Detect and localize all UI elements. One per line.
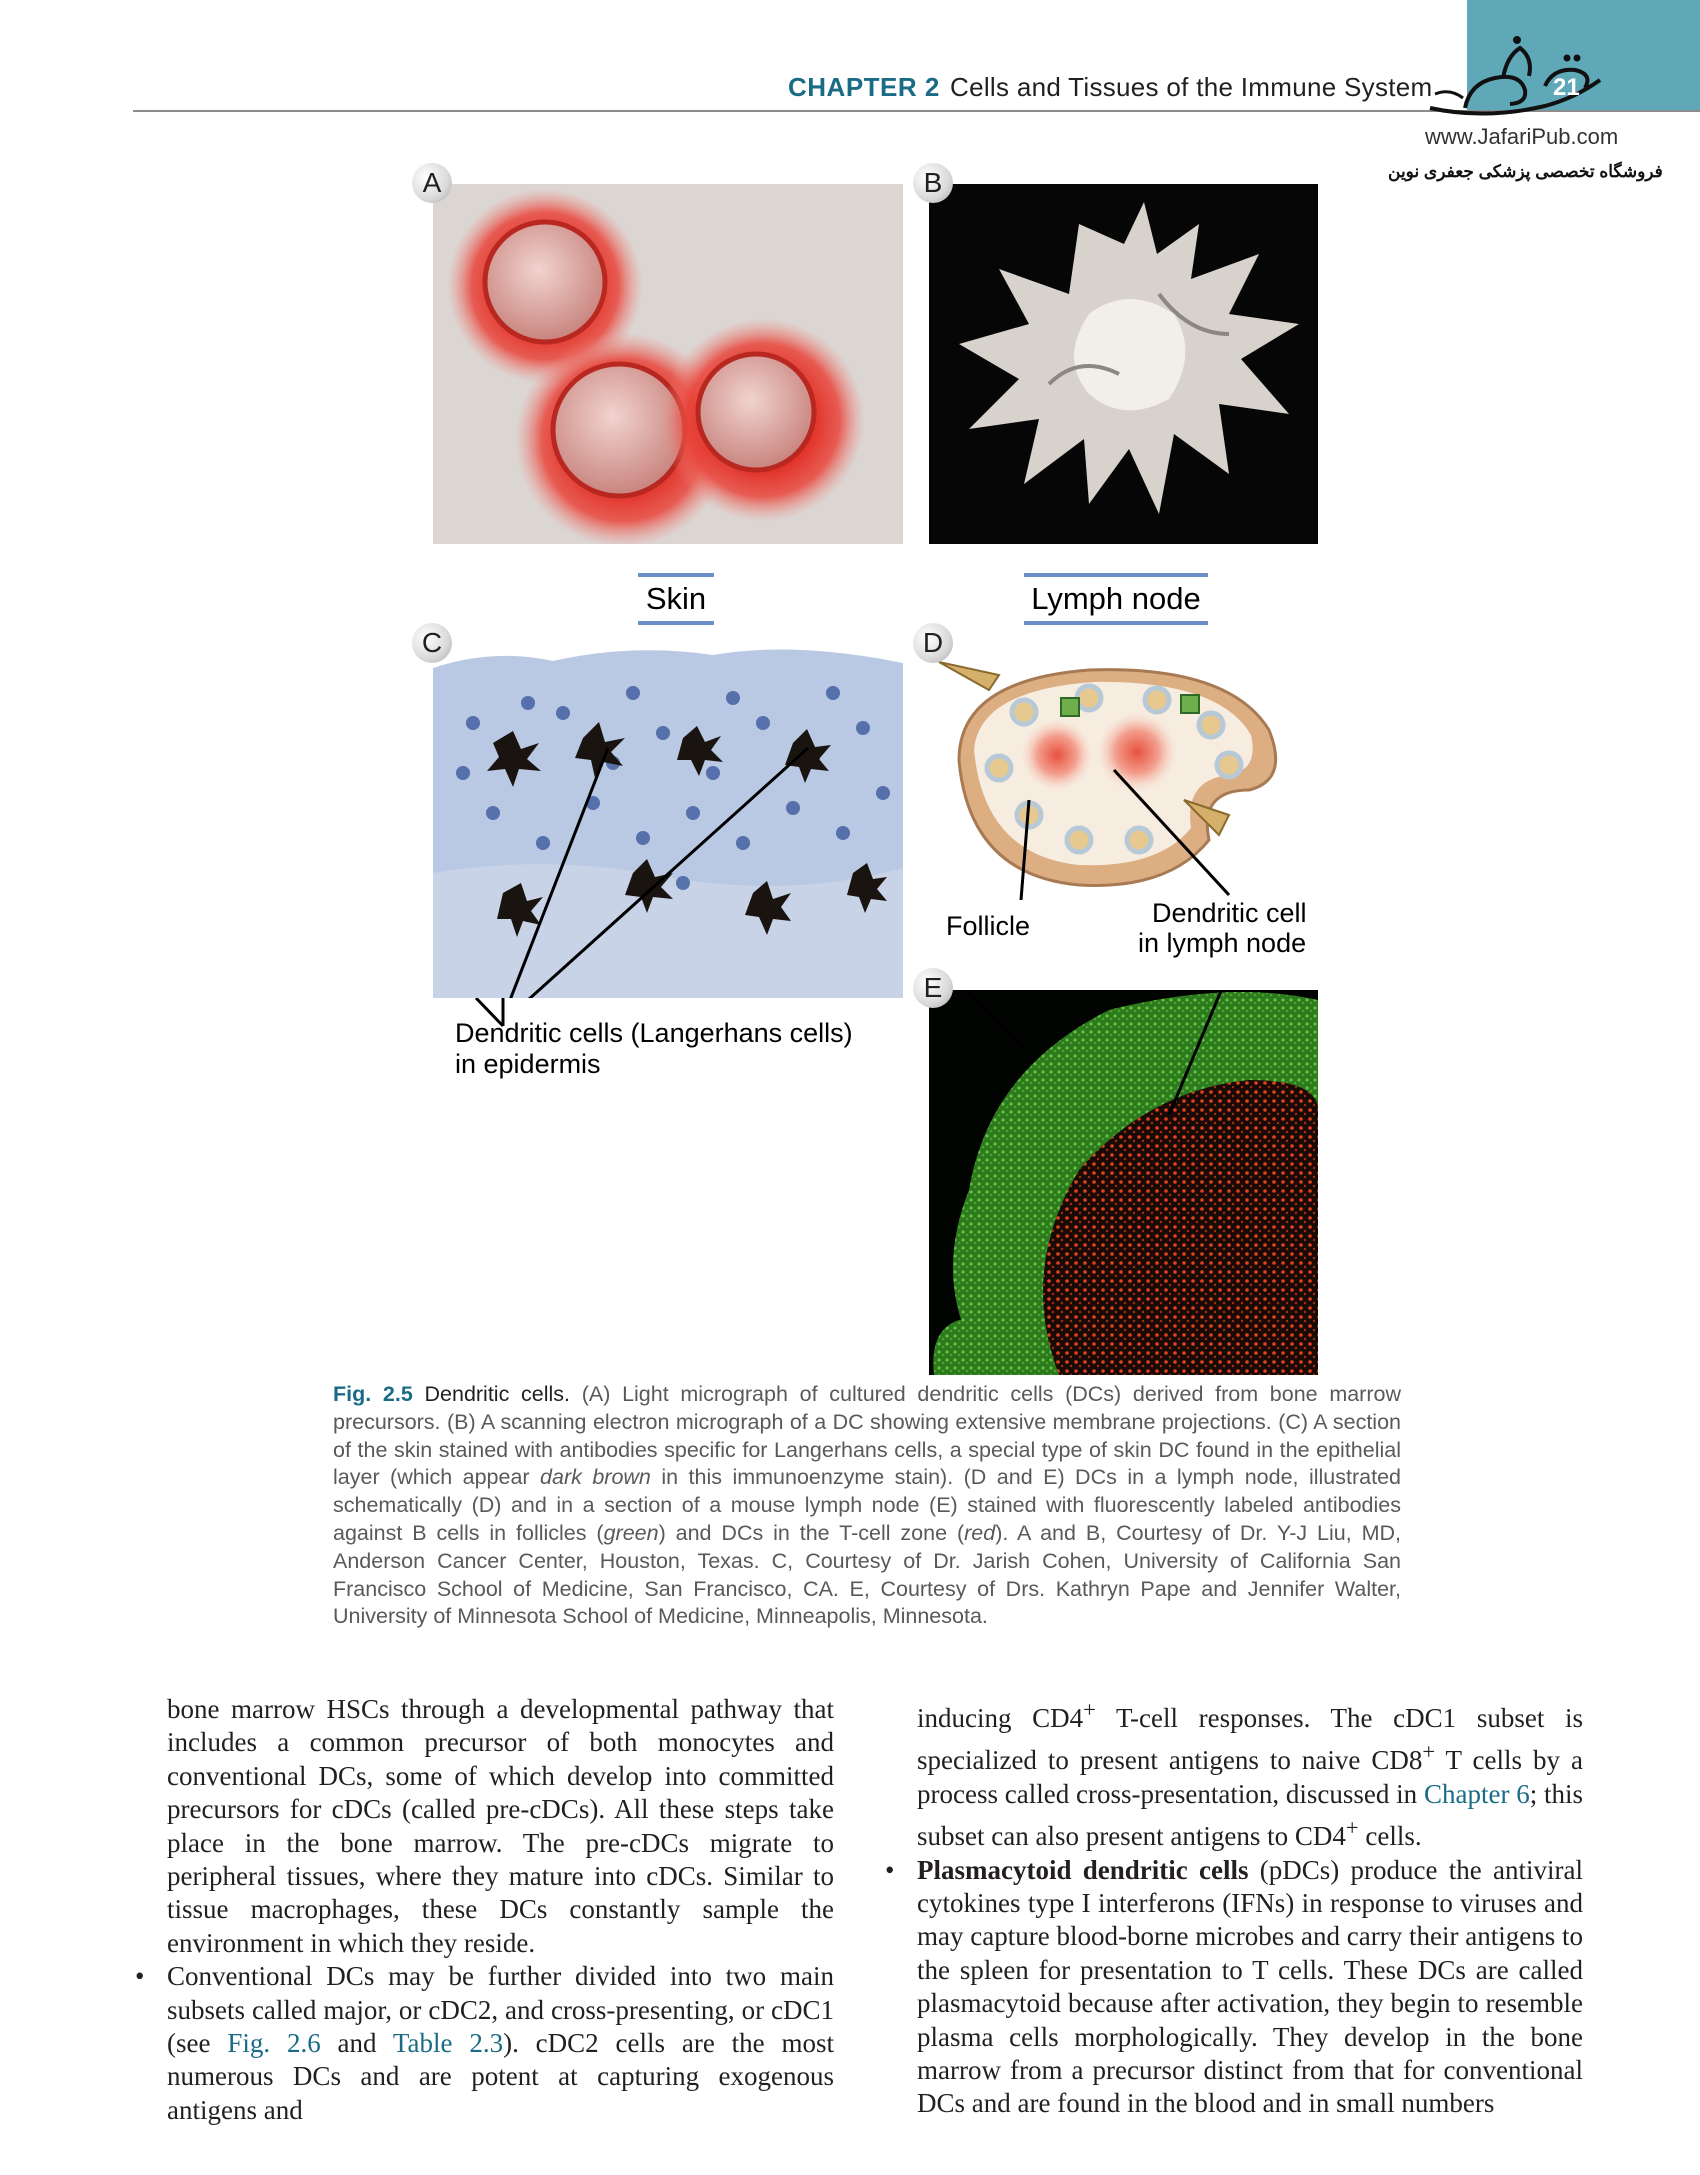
superscript-plus: + (1422, 1739, 1436, 1765)
bullet-conventional-dcs (167, 1960, 834, 2127)
bullet-bold-term: Plasmacytoid dendritic cells (917, 1854, 1249, 1885)
body-text: ; this subset can also present antigens to CD4 (917, 1778, 1584, 1852)
panel-letter-c: C (412, 623, 452, 663)
label-langerhans-line1: Dendritic cells (Langerhans cells) (455, 1018, 853, 1048)
bullet-plasmacytoid-dcs (917, 1854, 1583, 2121)
body-paragraph: bone marrow HSCs through a developmental pathway that includes a common precursor of both monocytes and conventional DCs, some of which develop into committed precursors for cDCs (called pre-cDCs). All these steps take place in the bone marrow. The pre-cDCs migrate to peripheral tissues, where they mature into cDCs. Similar to tissue macrophages, these DCs constantly sample the environment in which they reside. (167, 1694, 834, 1958)
tag-skin: Skin (638, 573, 714, 625)
figure-title: Dendritic cells. (424, 1382, 571, 1406)
bullet-text: (pDCs) produce the antiviral cytokines type I interferons (IFNs) in response to viruses and may capture blood-borne microbes and carry their antigens to the spleen for presentation to T cells. These DCs are called plasmacytoid because after activation, they begin to resemble plasma cells morphologically. They develop in the bone marrow from a precursor distinct from that for conventional DCs and are found in the blood and in small numbers (917, 1854, 1583, 2119)
panel-letter-d: D (913, 623, 953, 663)
caption-text-1: (A) Light micrograph of cultured dendritic cells (DCs) derived from bone marrow precursors. (B) A scanning electron micrograph of a DC showing extensive membrane projections. (C) A section of the skin stained with antibodies specific for Langerhans cells, a special type of skin DC found in the epithelial layer (which appear (333, 1382, 1401, 1490)
bullet-text: ). cDC2 cells are the most numerous DCs and are potent at capturing exogenous antigens and (167, 2028, 835, 2125)
panel-e-fluorescent-section (929, 990, 1318, 1375)
caption-text-3: ) and DCs in the T-cell zone ( (658, 1520, 965, 1545)
publisher-name-persian: فروشگاه تخصصی پزشکی جعفری نوین (1388, 162, 1663, 181)
superscript-plus: + (1083, 1697, 1096, 1722)
tag-lymph-node: Lymph node (1024, 573, 1208, 625)
panel-a-image (433, 184, 903, 544)
link-table-2-3[interactable]: Table 2.3 (392, 2028, 504, 2059)
body-paragraph (917, 1693, 1583, 1854)
panel-letter-e: E (913, 968, 953, 1008)
label-dc-lymph-line1: Dendritic cell (1152, 898, 1307, 928)
panel-b-scanning-electron-micrograph (929, 184, 1318, 544)
chapter-title: Cells and Tissues of the Immune System (950, 72, 1433, 102)
body-text: cells. (1358, 1821, 1422, 1852)
label-dc-lymph-line2: in lymph node (1138, 928, 1307, 958)
figure-caption (333, 1381, 1401, 1631)
body-column-left (167, 1693, 834, 2127)
body-column-right (917, 1693, 1583, 2121)
figure-number: Fig. 2.5 (333, 1382, 413, 1406)
panel-c-image (433, 643, 903, 998)
bullet-text: and (320, 2028, 393, 2059)
body-text: T cells by a process called cross-presentation, discussed in (917, 1745, 1584, 1809)
label-follicle: Follicle (946, 911, 1031, 941)
panel-letter-b: B (913, 163, 953, 203)
label-langerhans-line2: in epidermis (455, 1049, 601, 1079)
caption-text-4: ). A and B, Courtesy of Dr. Y-J Liu, MD, Anderson Cancer Center, Houston, Texas. C, Courtesy of Dr. Jarish Cohen, University of California San Francisco School of Medicine, San Francisco, CA. E, Courtesy of Drs. Kathryn Pape and Jennifer Walter, University of Minnesota School of Medicine, Minneapolis, Minnesota. (333, 1520, 1401, 1629)
caption-italic-green: green (603, 1520, 659, 1545)
caption-italic-red: red (964, 1520, 996, 1545)
panel-letter-a: A (412, 163, 452, 203)
panel-d-lymph-node-schematic (929, 640, 1309, 900)
panel-b-image (929, 184, 1318, 544)
body-text: T-cell responses. The cDC1 subset is specialized to present antigens to naive CD8 (917, 1703, 1583, 1776)
panel-a-light-micrograph (433, 184, 903, 544)
body-text: inducing CD4 (917, 1703, 1084, 1733)
caption-text-2: in this immunoenzyme stain). (D and E) DCs in a lymph node, illustrated schematically (D) and in a section of a mouse lymph node (E) stained with fluorescently labeled antibodies against B cells in follicles ( (333, 1465, 1401, 1545)
chapter-label: CHAPTER 2 (788, 72, 940, 102)
jafaripub-logo-icon (1425, 28, 1615, 123)
link-fig-2-6[interactable]: Fig. 2.6 (227, 2028, 321, 2059)
link-chapter-6[interactable]: Chapter 6 (1423, 1778, 1530, 1809)
site-url[interactable]: www.JafariPub.com (1425, 124, 1619, 149)
caption-italic-dark-brown: dark brown (540, 1465, 651, 1490)
panel-c-skin-section (433, 643, 903, 998)
panel-d-image (929, 640, 1309, 900)
bullet-text: Conventional DCs may be further divided into two main subsets called major, or cDC2, and cross-presenting, or cDC1 (see (167, 1961, 834, 2059)
superscript-plus: + (1345, 1815, 1359, 1841)
panel-e-image (929, 990, 1318, 1375)
page-number: 21 (1553, 74, 1580, 101)
